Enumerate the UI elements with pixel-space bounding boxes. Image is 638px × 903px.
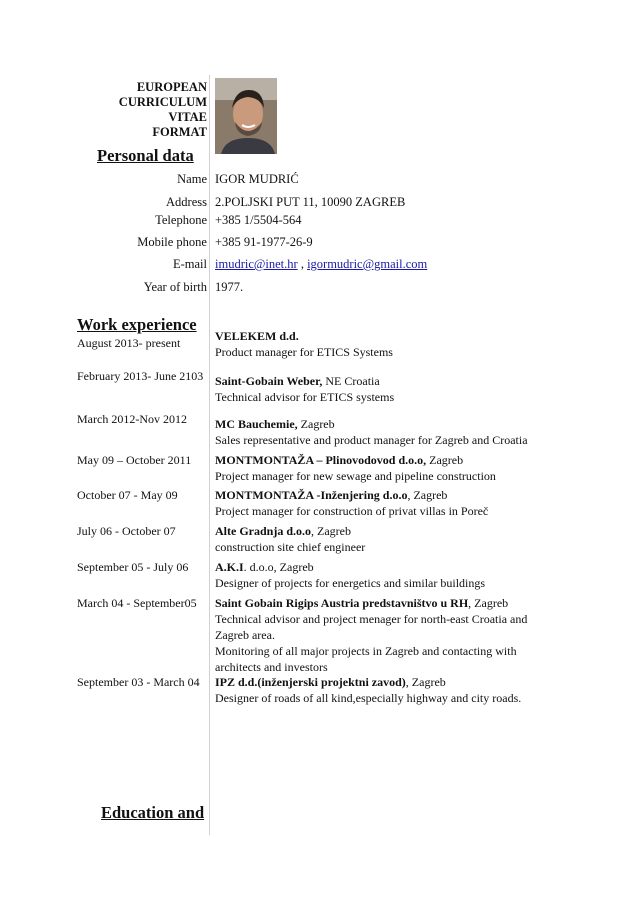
name-value: IGOR MUDRIĆ bbox=[215, 172, 299, 186]
work-description: Designer of roads of all kind,especially highway and city roads. bbox=[215, 691, 522, 705]
column-divider bbox=[209, 75, 210, 835]
work-entry bbox=[215, 452, 555, 484]
email-value bbox=[215, 257, 427, 272]
telephone-value: +385 1/5504-564 bbox=[215, 213, 302, 227]
work-date: May 09 – October 2011 bbox=[77, 453, 192, 467]
work-entry bbox=[215, 328, 555, 360]
work-date: September 03 - March 04 bbox=[77, 675, 200, 689]
work-experience-title: Work experience bbox=[77, 315, 197, 334]
heading-line: FORMAT bbox=[152, 125, 207, 139]
work-company: MC Bauchemie, bbox=[215, 417, 298, 431]
heading-line: CURRICULUM bbox=[118, 95, 207, 109]
work-company: Alte Gradnja d.o.o bbox=[215, 524, 311, 538]
heading-line: EUROPEAN bbox=[136, 80, 207, 94]
work-entry bbox=[215, 595, 555, 675]
work-entry bbox=[215, 674, 555, 706]
work-entry bbox=[215, 416, 555, 448]
work-description: Product manager for ETICS Systems bbox=[215, 345, 393, 359]
work-entry bbox=[215, 487, 555, 519]
work-date: March 04 - September05 bbox=[77, 596, 197, 610]
email-separator: , bbox=[297, 257, 308, 271]
work-company: A.K.I bbox=[215, 560, 244, 574]
work-place: , Zagreb bbox=[468, 596, 509, 610]
work-description: Technical advisor for ETICS systems bbox=[215, 390, 395, 404]
address-label: Address bbox=[166, 195, 207, 209]
work-entry bbox=[215, 523, 555, 555]
birth-label: Year of birth bbox=[143, 280, 207, 294]
work-description: construction site chief engineer bbox=[215, 540, 366, 554]
work-date: July 06 - October 07 bbox=[77, 524, 176, 538]
heading-line: VITAE bbox=[168, 110, 207, 124]
telephone-label: Telephone bbox=[155, 213, 207, 227]
work-date: August 2013- present bbox=[77, 336, 181, 350]
work-company: MONTMONTAŽA – Plinovodovod d.o.o, bbox=[215, 453, 427, 467]
work-date: October 07 - May 09 bbox=[77, 488, 178, 502]
work-company: MONTMONTAŽA -Inženjering d.o.o bbox=[215, 488, 408, 502]
address-value: 2.POLJSKI PUT 11, 10090 ZAGREB bbox=[215, 195, 406, 209]
name-label: Name bbox=[177, 172, 207, 186]
work-company: VELEKEM d.d. bbox=[215, 329, 299, 343]
work-place: , Zagreb bbox=[407, 488, 448, 502]
work-place: NE Croatia bbox=[322, 374, 380, 388]
work-entry bbox=[215, 373, 555, 405]
work-description: Sales representative and product manager for Zagreb and Croatia bbox=[215, 433, 528, 447]
work-entry bbox=[215, 559, 555, 591]
profile-photo bbox=[215, 78, 277, 154]
cv-format-heading bbox=[90, 80, 207, 140]
email-label: E-mail bbox=[172, 257, 207, 271]
mobile-label: Mobile phone bbox=[137, 235, 207, 249]
mobile-value: +385 91-1977-26-9 bbox=[215, 235, 313, 249]
email-link-secondary[interactable]: igormudric@gmail.com bbox=[307, 257, 428, 271]
work-company: Saint Gobain Rigips Austria predstavništvo u RH bbox=[215, 596, 469, 610]
work-company: IPZ d.d.(inženjerski projektni zavod) bbox=[215, 675, 406, 689]
work-place: , Zagreb bbox=[405, 675, 446, 689]
work-description: Technical advisor and project menager for north-east Croatia and Zagreb area. bbox=[215, 612, 528, 642]
work-description: Project manager for new sewage and pipeline construction bbox=[215, 469, 496, 483]
work-place: Zagreb bbox=[297, 417, 335, 431]
work-description: Designer of projects for energetics and similar buildings bbox=[215, 576, 486, 590]
work-description: Project manager for construction of privat villas in Poreč bbox=[215, 504, 489, 518]
work-description: Monitoring of all major projects in Zagreb and contacting with architects and investors bbox=[215, 644, 517, 674]
education-title: Education and bbox=[101, 803, 205, 822]
work-company: Saint-Gobain Weber, bbox=[215, 374, 323, 388]
work-place: . d.o.o, Zagreb bbox=[243, 560, 314, 574]
work-date: February 2013- June 2103 bbox=[77, 369, 204, 383]
birth-value: 1977. bbox=[215, 280, 244, 294]
work-place: Zagreb bbox=[426, 453, 464, 467]
personal-data-title: Personal data bbox=[97, 146, 194, 165]
work-place: , Zagreb bbox=[311, 524, 351, 538]
work-date: March 2012-Nov 2012 bbox=[77, 412, 187, 426]
email-link-primary[interactable]: imudric@inet.hr bbox=[215, 257, 298, 271]
work-date: September 05 - July 06 bbox=[77, 560, 189, 574]
